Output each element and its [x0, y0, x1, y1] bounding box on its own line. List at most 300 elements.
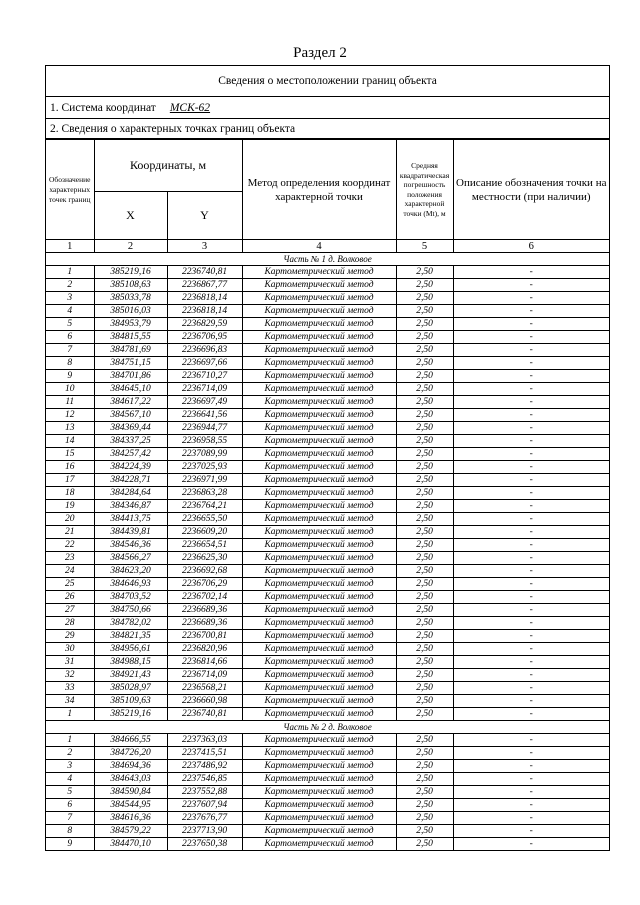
table-row	[46, 552, 609, 565]
x-cell: 384694,36	[94, 760, 167, 773]
x-cell: 384782,02	[94, 617, 167, 630]
col-coords: Координаты, м	[94, 140, 242, 192]
point-id-cell: 9	[46, 838, 94, 851]
description-cell: -	[453, 747, 609, 760]
accuracy-cell: 2,50	[396, 474, 453, 487]
y-cell: 2236689,36	[167, 604, 242, 617]
point-id-cell: 3	[46, 760, 94, 773]
description-cell: -	[453, 695, 609, 708]
point-id-cell: 19	[46, 500, 94, 513]
accuracy-cell: 2,50	[396, 630, 453, 643]
method-cell: Картометрический метод	[242, 825, 396, 838]
point-id-cell: 12	[46, 409, 94, 422]
method-cell: Картометрический метод	[242, 331, 396, 344]
y-cell: 2237415,51	[167, 747, 242, 760]
method-cell: Картометрический метод	[242, 617, 396, 630]
point-id-cell: 1	[46, 266, 94, 279]
point-id-cell: 32	[46, 669, 94, 682]
points-table	[46, 139, 609, 851]
x-cell: 384228,71	[94, 474, 167, 487]
method-cell: Картометрический метод	[242, 552, 396, 565]
x-cell: 384224,39	[94, 461, 167, 474]
column-numbers-row	[46, 240, 609, 253]
x-cell: 384751,15	[94, 357, 167, 370]
point-id-cell: 9	[46, 370, 94, 383]
method-cell: Картометрический метод	[242, 760, 396, 773]
accuracy-cell: 2,50	[396, 552, 453, 565]
point-id-cell: 26	[46, 591, 94, 604]
y-cell: 2236710,27	[167, 370, 242, 383]
col-description: Описание обозначения точки на местности (при наличии)	[453, 140, 609, 240]
point-id-cell: 11	[46, 396, 94, 409]
accuracy-cell: 2,50	[396, 266, 453, 279]
method-cell: Картометрический метод	[242, 383, 396, 396]
point-id-cell: 2	[46, 747, 94, 760]
y-cell: 2237089,99	[167, 448, 242, 461]
point-id-cell: 7	[46, 344, 94, 357]
method-cell: Картометрический метод	[242, 500, 396, 513]
y-cell: 2236820,96	[167, 643, 242, 656]
accuracy-cell: 2,50	[396, 786, 453, 799]
x-cell: 384544,95	[94, 799, 167, 812]
method-cell: Картометрический метод	[242, 604, 396, 617]
description-cell: -	[453, 565, 609, 578]
description-cell: -	[453, 825, 609, 838]
x-cell: 384701,86	[94, 370, 167, 383]
y-cell: 2237552,88	[167, 786, 242, 799]
y-cell: 2236660,98	[167, 695, 242, 708]
table-row	[46, 695, 609, 708]
point-id-cell: 15	[46, 448, 94, 461]
accuracy-cell: 2,50	[396, 669, 453, 682]
accuracy-cell: 2,50	[396, 812, 453, 825]
description-cell: -	[453, 487, 609, 500]
description-cell: -	[453, 734, 609, 747]
method-cell: Картометрический метод	[242, 461, 396, 474]
accuracy-cell: 2,50	[396, 500, 453, 513]
y-cell: 2236689,36	[167, 617, 242, 630]
x-cell: 384546,36	[94, 539, 167, 552]
point-id-cell: 5	[46, 318, 94, 331]
point-id-cell: 23	[46, 552, 94, 565]
table-row	[46, 747, 609, 760]
table-row	[46, 448, 609, 461]
table-row	[46, 266, 609, 279]
description-cell: -	[453, 422, 609, 435]
description-cell: -	[453, 656, 609, 669]
method-cell: Картометрический метод	[242, 409, 396, 422]
accuracy-cell: 2,50	[396, 760, 453, 773]
y-cell: 2236944,77	[167, 422, 242, 435]
col-point-label: Обозначение характерных точек границ	[46, 140, 94, 240]
method-cell: Картометрический метод	[242, 773, 396, 786]
method-cell: Картометрический метод	[242, 318, 396, 331]
table-row	[46, 760, 609, 773]
y-cell: 2236702,14	[167, 591, 242, 604]
table-row	[46, 487, 609, 500]
x-cell: 384781,69	[94, 344, 167, 357]
y-cell: 2236697,49	[167, 396, 242, 409]
y-cell: 2236714,09	[167, 669, 242, 682]
point-id-cell: 21	[46, 526, 94, 539]
point-id-cell: 34	[46, 695, 94, 708]
y-cell: 2236714,09	[167, 383, 242, 396]
table-row	[46, 344, 609, 357]
x-cell: 384413,75	[94, 513, 167, 526]
table-row	[46, 643, 609, 656]
method-cell: Картометрический метод	[242, 513, 396, 526]
accuracy-cell: 2,50	[396, 799, 453, 812]
point-id-cell: 3	[46, 292, 94, 305]
description-cell: -	[453, 513, 609, 526]
boundary-section	[45, 65, 610, 851]
description-cell: -	[453, 526, 609, 539]
method-cell: Картометрический метод	[242, 474, 396, 487]
point-id-cell: 4	[46, 305, 94, 318]
y-cell: 2236829,59	[167, 318, 242, 331]
x-cell: 384369,44	[94, 422, 167, 435]
accuracy-cell: 2,50	[396, 461, 453, 474]
table-row	[46, 604, 609, 617]
table-row	[46, 825, 609, 838]
accuracy-cell: 2,50	[396, 526, 453, 539]
description-cell: -	[453, 331, 609, 344]
x-cell: 385219,16	[94, 266, 167, 279]
table-row	[46, 669, 609, 682]
method-cell: Картометрический метод	[242, 591, 396, 604]
table-row	[46, 318, 609, 331]
description-cell: -	[453, 279, 609, 292]
description-cell: -	[453, 630, 609, 643]
accuracy-cell: 2,50	[396, 305, 453, 318]
method-cell: Картометрический метод	[242, 786, 396, 799]
x-cell: 384284,64	[94, 487, 167, 500]
description-cell: -	[453, 370, 609, 383]
table-row	[46, 682, 609, 695]
x-cell: 384616,36	[94, 812, 167, 825]
accuracy-cell: 2,50	[396, 331, 453, 344]
y-cell: 2236700,81	[167, 630, 242, 643]
table-row	[46, 812, 609, 825]
x-cell: 384703,52	[94, 591, 167, 604]
y-cell: 2236706,29	[167, 578, 242, 591]
y-cell: 2236867,77	[167, 279, 242, 292]
y-cell: 2236568,21	[167, 682, 242, 695]
table-row	[46, 279, 609, 292]
accuracy-cell: 2,50	[396, 708, 453, 721]
point-id-cell: 2	[46, 279, 94, 292]
col-number: 6	[453, 240, 609, 253]
y-cell: 2237676,77	[167, 812, 242, 825]
description-cell: -	[453, 773, 609, 786]
part-header-row	[46, 721, 609, 734]
description-cell: -	[453, 344, 609, 357]
y-cell: 2236655,50	[167, 513, 242, 526]
col-x: X	[94, 192, 167, 240]
point-id-cell: 31	[46, 656, 94, 669]
table-row	[46, 591, 609, 604]
method-cell: Картометрический метод	[242, 422, 396, 435]
table-row	[46, 331, 609, 344]
method-cell: Картометрический метод	[242, 448, 396, 461]
accuracy-cell: 2,50	[396, 695, 453, 708]
x-cell: 384815,55	[94, 331, 167, 344]
table-row	[46, 656, 609, 669]
x-cell: 384953,79	[94, 318, 167, 331]
method-cell: Картометрический метод	[242, 526, 396, 539]
table-row	[46, 461, 609, 474]
y-cell: 2236697,66	[167, 357, 242, 370]
y-cell: 2236958,55	[167, 435, 242, 448]
x-cell: 384567,10	[94, 409, 167, 422]
x-cell: 384645,10	[94, 383, 167, 396]
point-id-cell: 7	[46, 812, 94, 825]
description-cell: -	[453, 539, 609, 552]
y-cell: 2236692,68	[167, 565, 242, 578]
accuracy-cell: 2,50	[396, 825, 453, 838]
part-header-row	[46, 253, 609, 266]
table-row	[46, 409, 609, 422]
y-cell: 2237486,92	[167, 760, 242, 773]
x-cell: 384666,55	[94, 734, 167, 747]
method-cell: Картометрический метод	[242, 669, 396, 682]
point-id-cell: 8	[46, 357, 94, 370]
accuracy-cell: 2,50	[396, 448, 453, 461]
table-row	[46, 734, 609, 747]
accuracy-cell: 2,50	[396, 773, 453, 786]
x-cell: 384921,43	[94, 669, 167, 682]
table-row	[46, 422, 609, 435]
part-title: Часть № 1 д. Волковое	[46, 253, 609, 266]
part-title: Часть № 2 д. Волковое	[46, 721, 609, 734]
description-cell: -	[453, 669, 609, 682]
section-header: Сведения о местоположении границ объекта	[46, 66, 609, 97]
x-cell: 385016,03	[94, 305, 167, 318]
description-cell: -	[453, 266, 609, 279]
point-id-cell: 28	[46, 617, 94, 630]
point-id-cell: 17	[46, 474, 94, 487]
y-cell: 2237607,94	[167, 799, 242, 812]
table-row	[46, 708, 609, 721]
table-row	[46, 539, 609, 552]
method-cell: Картометрический метод	[242, 344, 396, 357]
y-cell: 2237363,03	[167, 734, 242, 747]
description-cell: -	[453, 682, 609, 695]
x-cell: 384988,15	[94, 656, 167, 669]
table-row	[46, 500, 609, 513]
method-cell: Картометрический метод	[242, 708, 396, 721]
x-cell: 384750,66	[94, 604, 167, 617]
accuracy-cell: 2,50	[396, 279, 453, 292]
method-cell: Картометрический метод	[242, 539, 396, 552]
table-row	[46, 630, 609, 643]
table-row	[46, 305, 609, 318]
y-cell: 2236696,83	[167, 344, 242, 357]
method-cell: Картометрический метод	[242, 305, 396, 318]
table-row	[46, 786, 609, 799]
col-number: 4	[242, 240, 396, 253]
method-cell: Картометрический метод	[242, 812, 396, 825]
y-cell: 2236863,28	[167, 487, 242, 500]
description-cell: -	[453, 708, 609, 721]
x-cell: 385028,97	[94, 682, 167, 695]
description-cell: -	[453, 292, 609, 305]
table-row	[46, 474, 609, 487]
accuracy-cell: 2,50	[396, 838, 453, 851]
point-id-cell: 22	[46, 539, 94, 552]
method-cell: Картометрический метод	[242, 734, 396, 747]
coord-system-line	[46, 97, 609, 119]
x-cell: 384617,22	[94, 396, 167, 409]
method-cell: Картометрический метод	[242, 279, 396, 292]
description-cell: -	[453, 552, 609, 565]
points-header: 2. Сведения о характерных точках границ объекта	[46, 119, 609, 139]
description-cell: -	[453, 357, 609, 370]
method-cell: Картометрический метод	[242, 799, 396, 812]
accuracy-cell: 2,50	[396, 409, 453, 422]
accuracy-cell: 2,50	[396, 344, 453, 357]
point-id-cell: 10	[46, 383, 94, 396]
accuracy-cell: 2,50	[396, 318, 453, 331]
table-row	[46, 838, 609, 851]
table-row	[46, 565, 609, 578]
description-cell: -	[453, 318, 609, 331]
x-cell: 384623,20	[94, 565, 167, 578]
col-y: Y	[167, 192, 242, 240]
accuracy-cell: 2,50	[396, 565, 453, 578]
accuracy-cell: 2,50	[396, 591, 453, 604]
x-cell: 384346,87	[94, 500, 167, 513]
method-cell: Картометрический метод	[242, 357, 396, 370]
point-id-cell: 6	[46, 331, 94, 344]
description-cell: -	[453, 435, 609, 448]
description-cell: -	[453, 799, 609, 812]
col-number: 3	[167, 240, 242, 253]
method-cell: Картометрический метод	[242, 266, 396, 279]
point-id-cell: 25	[46, 578, 94, 591]
table-row	[46, 526, 609, 539]
x-cell: 384956,61	[94, 643, 167, 656]
point-id-cell: 13	[46, 422, 94, 435]
accuracy-cell: 2,50	[396, 396, 453, 409]
method-cell: Картометрический метод	[242, 643, 396, 656]
col-number: 2	[94, 240, 167, 253]
accuracy-cell: 2,50	[396, 682, 453, 695]
y-cell: 2236740,81	[167, 708, 242, 721]
accuracy-cell: 2,50	[396, 435, 453, 448]
table-row	[46, 513, 609, 526]
method-cell: Картометрический метод	[242, 656, 396, 669]
y-cell: 2236654,51	[167, 539, 242, 552]
description-cell: -	[453, 474, 609, 487]
description-cell: -	[453, 643, 609, 656]
description-cell: -	[453, 604, 609, 617]
point-id-cell: 18	[46, 487, 94, 500]
accuracy-cell: 2,50	[396, 617, 453, 630]
x-cell: 384726,20	[94, 747, 167, 760]
table-row	[46, 773, 609, 786]
table-row	[46, 799, 609, 812]
method-cell: Картометрический метод	[242, 630, 396, 643]
method-cell: Картометрический метод	[242, 370, 396, 383]
y-cell: 2236740,81	[167, 266, 242, 279]
coord-system-value: МСК-62	[169, 101, 211, 114]
page-title: Раздел 2	[293, 45, 347, 61]
point-id-cell: 16	[46, 461, 94, 474]
y-cell: 2237713,90	[167, 825, 242, 838]
table-row	[46, 435, 609, 448]
point-id-cell: 6	[46, 799, 94, 812]
description-cell: -	[453, 448, 609, 461]
method-cell: Картометрический метод	[242, 578, 396, 591]
y-cell: 2236814,66	[167, 656, 242, 669]
accuracy-cell: 2,50	[396, 578, 453, 591]
x-cell: 384337,25	[94, 435, 167, 448]
y-cell: 2237025,93	[167, 461, 242, 474]
description-cell: -	[453, 838, 609, 851]
method-cell: Картометрический метод	[242, 435, 396, 448]
x-cell: 384821,35	[94, 630, 167, 643]
col-number: 1	[46, 240, 94, 253]
point-id-cell: 30	[46, 643, 94, 656]
y-cell: 2236818,14	[167, 305, 242, 318]
point-id-cell: 1	[46, 734, 94, 747]
y-cell: 2236641,56	[167, 409, 242, 422]
col-accuracy: Средняя квадратическая погрешность положения характерной точки (Mt), м	[396, 140, 453, 240]
table-row	[46, 357, 609, 370]
coord-system-label: 1. Система координат	[50, 101, 156, 114]
description-cell: -	[453, 760, 609, 773]
point-id-cell: 27	[46, 604, 94, 617]
method-cell: Картометрический метод	[242, 292, 396, 305]
description-cell: -	[453, 617, 609, 630]
accuracy-cell: 2,50	[396, 656, 453, 669]
x-cell: 384566,27	[94, 552, 167, 565]
description-cell: -	[453, 500, 609, 513]
point-id-cell: 5	[46, 786, 94, 799]
accuracy-cell: 2,50	[396, 604, 453, 617]
y-cell: 2236625,30	[167, 552, 242, 565]
description-cell: -	[453, 461, 609, 474]
y-cell: 2236706,95	[167, 331, 242, 344]
point-id-cell: 8	[46, 825, 94, 838]
description-cell: -	[453, 396, 609, 409]
accuracy-cell: 2,50	[396, 513, 453, 526]
point-id-cell: 4	[46, 773, 94, 786]
table-row	[46, 383, 609, 396]
method-cell: Картометрический метод	[242, 838, 396, 851]
x-cell: 385109,63	[94, 695, 167, 708]
method-cell: Картометрический метод	[242, 565, 396, 578]
table-row	[46, 292, 609, 305]
x-cell: 385219,16	[94, 708, 167, 721]
x-cell: 384439,81	[94, 526, 167, 539]
x-cell: 384579,22	[94, 825, 167, 838]
method-cell: Картометрический метод	[242, 747, 396, 760]
x-cell: 384590,84	[94, 786, 167, 799]
x-cell: 384257,42	[94, 448, 167, 461]
y-cell: 2236818,14	[167, 292, 242, 305]
table-row	[46, 617, 609, 630]
x-cell: 385033,78	[94, 292, 167, 305]
method-cell: Картометрический метод	[242, 396, 396, 409]
y-cell: 2236609,20	[167, 526, 242, 539]
accuracy-cell: 2,50	[396, 357, 453, 370]
description-cell: -	[453, 409, 609, 422]
y-cell: 2237546,85	[167, 773, 242, 786]
description-cell: -	[453, 812, 609, 825]
method-cell: Картометрический метод	[242, 487, 396, 500]
